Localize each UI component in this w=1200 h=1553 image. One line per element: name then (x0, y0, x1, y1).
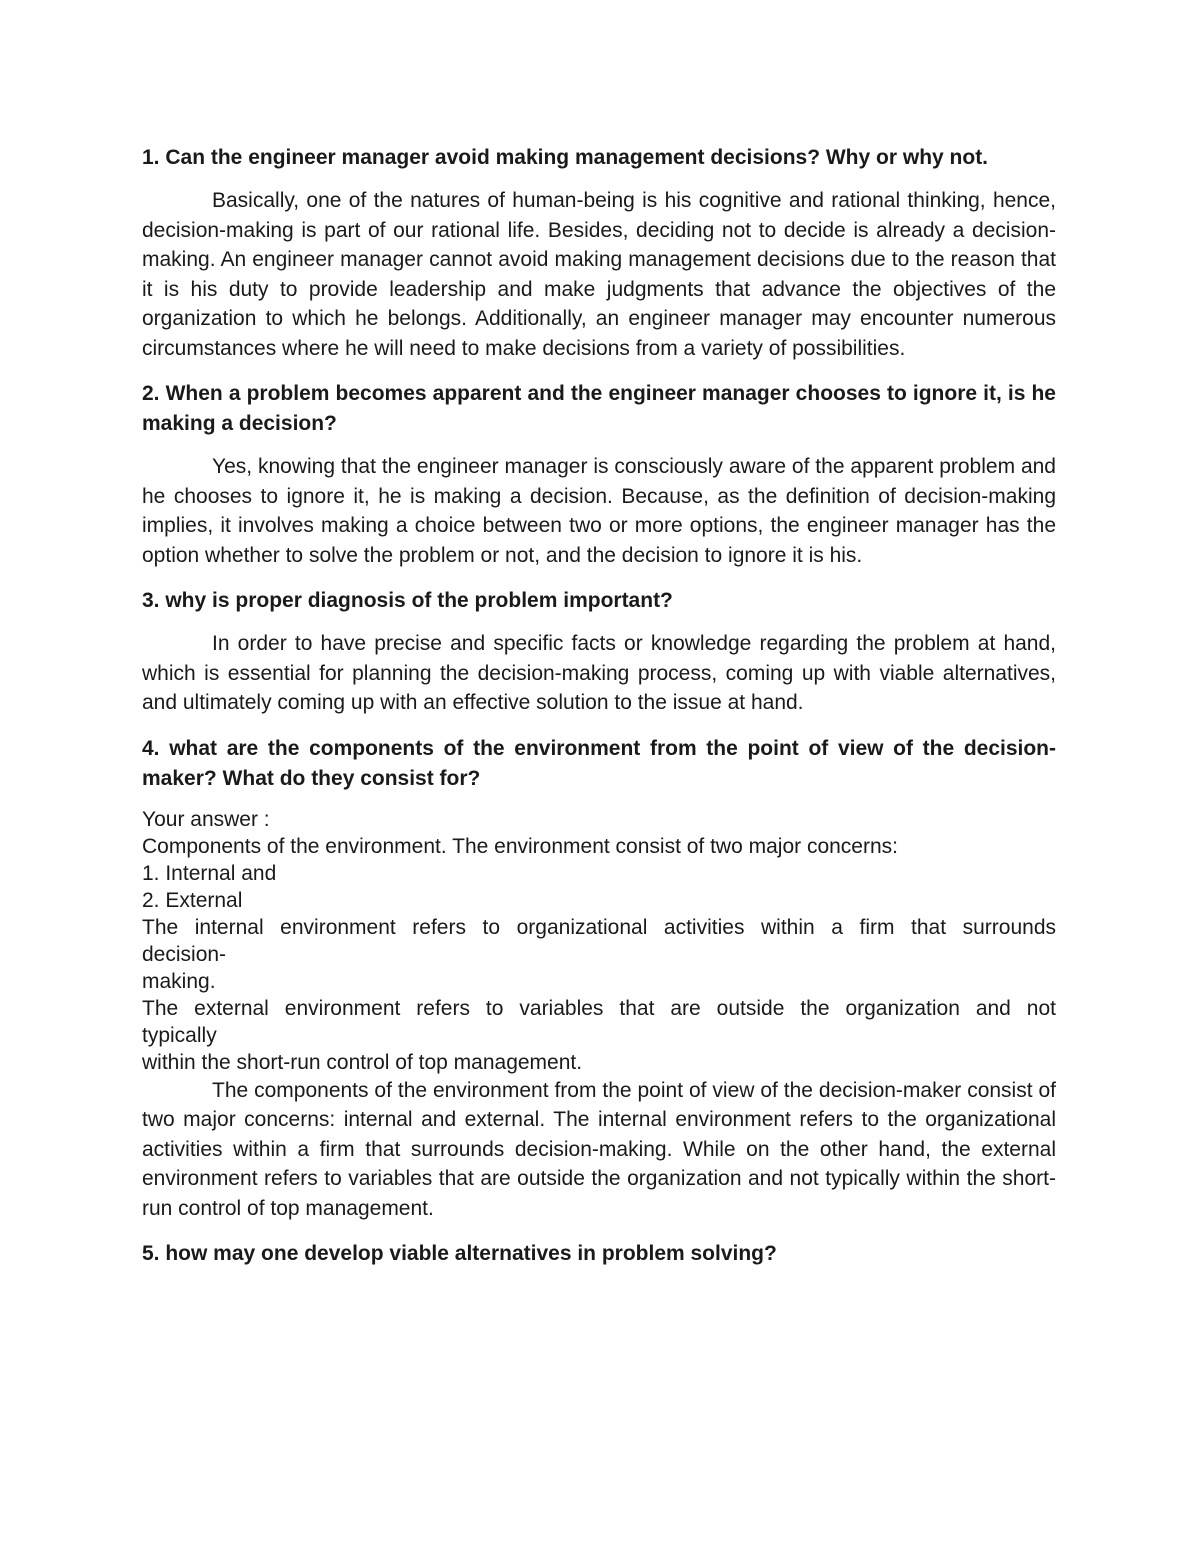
internal-definition-line-1: The internal environment refers to organizational activities within a firm that surrounds (142, 915, 1056, 939)
question-3: 3. why is proper diagnosis of the problem important? (142, 589, 673, 612)
answer-4: The components of the environment from the point of view of the decision-maker consist of two major concerns: internal and external. The internal environment refers to the organizational activities within a firm that surrounds decision-making. While on the other hand, the external environment refers to variables that are outside the organization and not typically within the short-run control of top management. (142, 1078, 1056, 1220)
external-definition-line-1: The external environment refers to variables that are outside the organization and not (142, 996, 1056, 1020)
components-line: Components of the environment. The environment consist of two major concerns: (142, 834, 898, 858)
external-definition-line-2: typically (142, 1023, 217, 1047)
answer-3: In order to have precise and specific facts or knowledge regarding the problem at hand, which is essential for planning the decision-making process, coming up with viable alternatives, and ultimately coming up with an effective solution to the issue at hand. (142, 632, 1056, 714)
internal-definition-line-3: making. (142, 969, 216, 993)
your-answer-label: Your answer : (142, 807, 270, 831)
answer-2: Yes, knowing that the engineer manager is consciously aware of the apparent problem and he chooses to ignore it, he is making a decision. Because, as the definition of decision-making implies, it involves making a choice between two or more options, the engineer manager has the option whether to solve the problem or not, and the decision to ignore it is his. (142, 455, 1056, 567)
external-definition-line-3: within the short-run control of top management. (142, 1050, 583, 1074)
list-item-external: 2. External (142, 888, 243, 912)
question-1: 1. Can the engineer manager avoid making management decisions? Why or why not. (142, 146, 989, 169)
document-page (142, 143, 1056, 1269)
answer-1: Basically, one of the natures of human-being is his cognitive and rational thinking, hence, decision-making is part of our rational life. Besides, deciding not to decide is already a decision-making. An engineer manager cannot avoid making management decisions due to the reason that it is his duty to provide leadership and make judgments that advance the objectives of the organization to which he belongs. Additionally, an engineer manager may encounter numerous circumstances where he will need to make decisions from a variety of possibilities. (142, 189, 1056, 360)
question-4: 4. what are the components of the environment from the point of view of the decision-maker? What do they consist for? (142, 736, 1056, 790)
internal-definition-line-2: decision- (142, 942, 227, 966)
question-5: 5. how may one develop viable alternatives in problem solving? (142, 1242, 777, 1265)
question-2: 2. When a problem becomes apparent and the engineer manager chooses to ignore it, is he making a decision? (142, 382, 1056, 435)
list-item-internal: 1. Internal and (142, 861, 277, 885)
